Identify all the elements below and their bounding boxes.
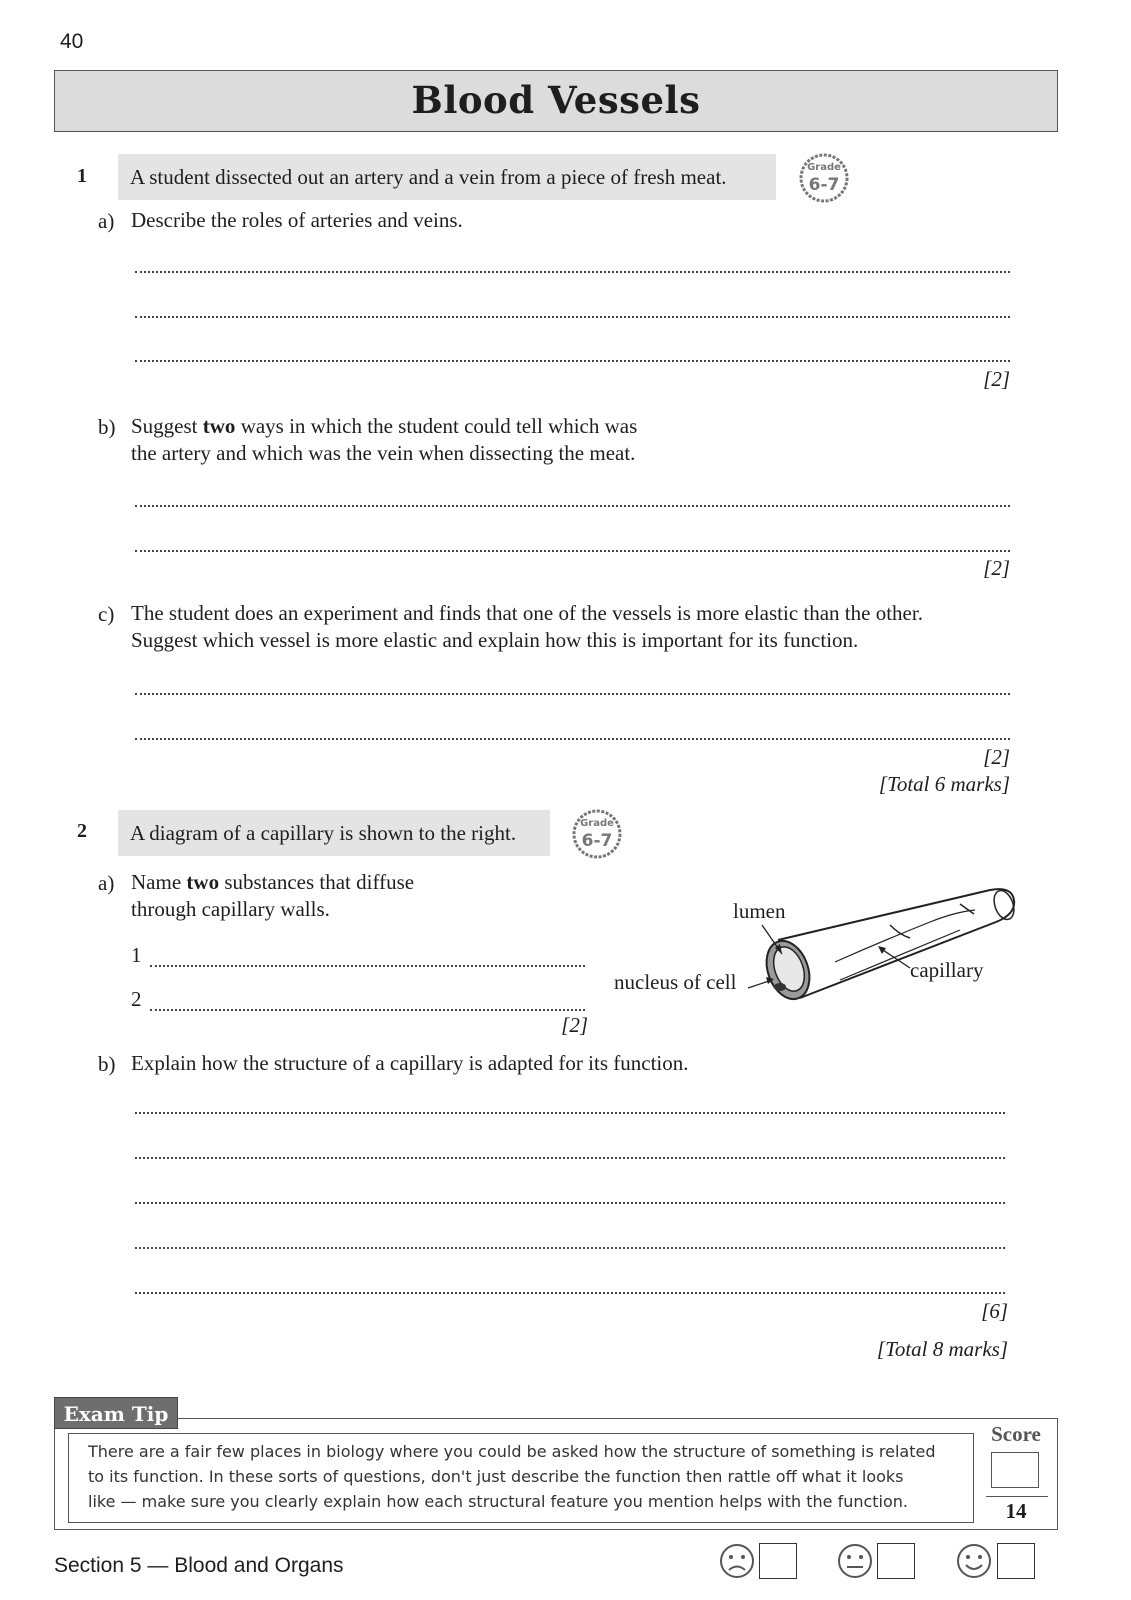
diagram-label-nucleus: nucleus of cell	[614, 970, 737, 994]
q1c-label: c)	[98, 602, 115, 626]
diagram-label-capillary: capillary	[910, 958, 984, 982]
q2-total-marks: [Total 8 marks]	[876, 1337, 1008, 1361]
answer-line[interactable]	[135, 316, 1010, 318]
answer-line[interactable]	[135, 1202, 1005, 1204]
q2a-label: a)	[98, 871, 115, 895]
q1a-marks: [2]	[983, 367, 1010, 391]
question-1-intro: A student dissected out an artery and a vein from a piece of fresh meat.	[118, 154, 776, 200]
grade-badge-label: Grade	[807, 162, 841, 173]
q1b-label: b)	[98, 415, 116, 439]
answer-line[interactable]	[135, 693, 1010, 695]
question-1-number: 1	[77, 165, 87, 187]
happy-face-icon	[955, 1542, 993, 1580]
question-2-intro: A diagram of a capillary is shown to the right.	[118, 810, 550, 856]
q1b-bold: two	[202, 414, 236, 438]
answer-line[interactable]	[135, 1112, 1005, 1114]
q2a-bold: two	[186, 870, 220, 894]
q2a-text-line2: through capillary walls.	[131, 897, 330, 921]
sad-face-icon	[718, 1542, 756, 1580]
section-footer: Section 5 — Blood and Organs	[54, 1554, 344, 1577]
exam-tip-line: like — make sure you clearly explain how each structural feature you mention helps with the function.	[88, 1492, 909, 1511]
q2b-label: b)	[98, 1052, 116, 1076]
grade-badge-icon	[571, 808, 623, 860]
score-label: Score	[991, 1422, 1041, 1446]
answer-line[interactable]	[135, 271, 1010, 273]
exam-tip-line: There are a fair few places in biology where you could be asked how the structure of something is related	[88, 1442, 936, 1461]
grade-badge-label: Grade	[580, 818, 614, 829]
page-number: 40	[60, 30, 84, 53]
exam-tip-line: to its function. In these sorts of questions, don't just describe the function then rattle off what it looks	[88, 1467, 904, 1486]
answer-line[interactable]	[135, 360, 1010, 362]
grade-badge-value: 6-7	[808, 175, 840, 195]
confidence-checkbox[interactable]	[877, 1543, 915, 1579]
diagram-label-lumen: lumen	[733, 899, 786, 923]
q1c-marks: [2]	[983, 745, 1010, 769]
confidence-checkbox[interactable]	[759, 1543, 797, 1579]
q1a-text: Describe the roles of arteries and veins.	[131, 208, 463, 232]
answer-line[interactable]	[135, 550, 1010, 552]
q1-total-marks: [Total 6 marks]	[878, 772, 1010, 796]
score-total: 14	[1005, 1499, 1027, 1523]
page-title: Blood Vessels	[411, 78, 701, 122]
q1b-marks: [2]	[983, 556, 1010, 580]
q2a-marks: [2]	[561, 1013, 588, 1037]
q1c-text-line2: Suggest which vessel is more elastic and explain how this is important for its function.	[131, 628, 859, 652]
exam-tip-tab: Exam Tip	[54, 1397, 178, 1429]
confidence-checkbox[interactable]	[997, 1543, 1035, 1579]
answer-line[interactable]	[135, 1157, 1005, 1159]
answer-line[interactable]	[135, 1247, 1005, 1249]
answer-line[interactable]	[135, 505, 1010, 507]
grade-badge-icon	[798, 152, 850, 204]
neutral-face-icon	[836, 1542, 874, 1580]
q2b-text: Explain how the structure of a capillary is adapted for its function.	[131, 1051, 689, 1075]
q2a-item-2: 2	[131, 987, 142, 1011]
q1c-text-line1: The student does an experiment and finds that one of the vessels is more elastic than the other.	[131, 601, 923, 625]
q2b-marks: [6]	[981, 1299, 1008, 1323]
exam-tip-text	[88, 1439, 968, 1514]
answer-line[interactable]	[150, 1009, 585, 1011]
answer-line[interactable]	[150, 965, 585, 967]
score-divider	[986, 1496, 1048, 1497]
answer-line[interactable]	[135, 1292, 1005, 1294]
q1b-text: Suggest two ways in which the student could tell which was	[131, 414, 638, 438]
score-input-box[interactable]	[991, 1452, 1039, 1488]
q1a-label: a)	[98, 209, 115, 233]
grade-badge-value: 6-7	[581, 831, 613, 851]
q1b-text-line2: the artery and which was the vein when dissecting the meat.	[131, 441, 636, 465]
question-2-number: 2	[77, 820, 87, 842]
answer-line[interactable]	[135, 738, 1010, 740]
q2a-item-1: 1	[131, 943, 142, 967]
q2a-text: Name two substances that diffuse	[131, 870, 415, 894]
